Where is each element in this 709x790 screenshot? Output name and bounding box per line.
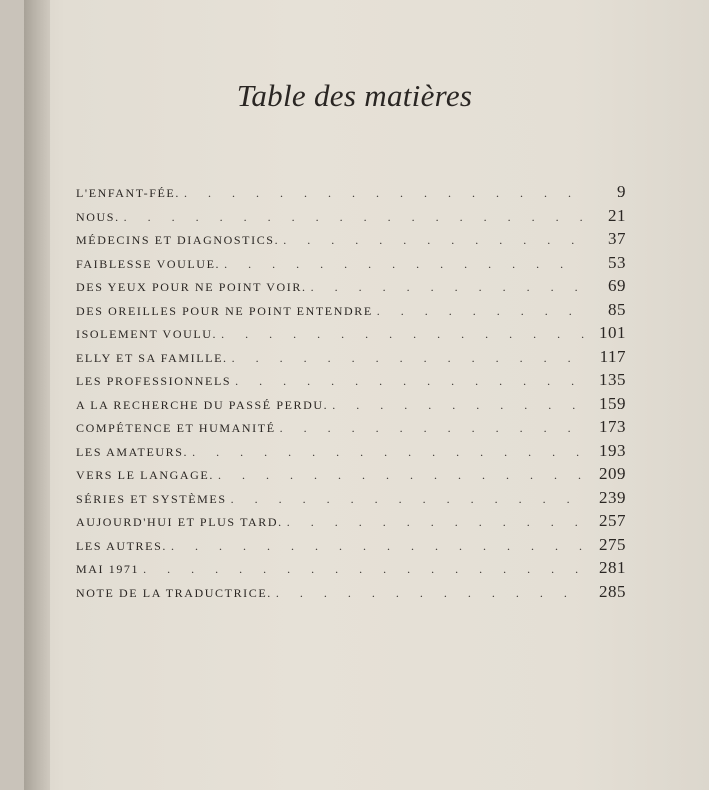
toc-entry-page: 69	[608, 276, 626, 295]
toc-entry-page: 135	[599, 370, 626, 389]
toc-entry	[76, 347, 626, 371]
toc-entry	[76, 582, 626, 606]
toc-entry-label: LES AUTRES.	[76, 538, 167, 553]
page-gutter	[24, 0, 50, 790]
toc-entry-page: 21	[608, 205, 626, 225]
toc-entry-label: L'ENFANT-FÉE.	[76, 186, 180, 200]
toc-entry-page: 239	[599, 487, 626, 507]
toc-entry	[76, 182, 626, 206]
toc-entry-page: 275	[599, 534, 626, 554]
toc-entry-label: NOUS.	[76, 209, 120, 224]
toc-entry-label: VERS LE LANGAGE.	[76, 468, 214, 482]
toc-entry-label: LES PROFESSIONNELS	[76, 374, 232, 388]
toc-entry-label: DES OREILLES POUR NE POINT ENTENDRE	[76, 303, 373, 318]
toc-entry	[76, 511, 626, 535]
toc-entry	[76, 488, 626, 512]
toc-entry-page: 117	[599, 346, 626, 366]
dot-leader	[143, 562, 584, 577]
toc-entry-label: A LA RECHERCHE DU PASSÉ PERDU.	[76, 397, 329, 412]
dot-leader	[124, 210, 584, 225]
toc-entry	[76, 300, 626, 324]
toc-entry-page: 37	[608, 229, 626, 248]
toc-entry	[76, 417, 626, 441]
toc-entry	[76, 323, 626, 347]
toc-entry-label: NOTE DE LA TRADUCTRICE.	[76, 585, 272, 600]
toc-entry-label: ISOLEMENT VOULU.	[76, 327, 218, 341]
dot-leader	[231, 492, 584, 507]
dot-leader	[377, 304, 584, 319]
toc-entry	[76, 394, 626, 418]
toc-entry	[76, 276, 626, 300]
toc-entry-page: 193	[599, 440, 626, 460]
dot-leader	[171, 539, 584, 554]
toc-entry-label: LES AMATEURS.	[76, 444, 189, 459]
table-of-contents	[76, 182, 626, 605]
toc-entry-label: ELLY ET SA FAMILLE.	[76, 350, 228, 365]
dot-leader	[232, 351, 584, 366]
toc-entry-page: 101	[599, 323, 626, 342]
dot-leader	[224, 257, 584, 272]
dot-leader	[218, 468, 584, 483]
toc-entry-page: 173	[599, 417, 626, 436]
toc-entry-label: MAI 1971	[76, 562, 140, 576]
toc-entry-label: FAIBLESSE VOULUE.	[76, 256, 221, 271]
toc-entry	[76, 558, 626, 582]
toc-entry-label: SÉRIES ET SYSTÈMES	[76, 491, 227, 506]
dot-leader	[287, 515, 584, 530]
toc-entry-label: COMPÉTENCE ET HUMANITÉ	[76, 421, 276, 435]
page-title: Table des matières	[236, 78, 473, 113]
toc-entry-label: MÉDECINS ET DIAGNOSTICS.	[76, 233, 280, 247]
toc-entry-label: AUJOURD'HUI ET PLUS TARD.	[76, 515, 283, 529]
toc-entry-page: 257	[599, 511, 626, 530]
toc-entry	[76, 370, 626, 394]
toc-entry-label: DES YEUX POUR NE POINT VOIR.	[76, 280, 307, 294]
toc-entry-page: 281	[599, 558, 626, 577]
dot-leader	[283, 233, 584, 248]
dot-leader	[311, 280, 584, 295]
toc-entry	[76, 229, 626, 253]
toc-entry	[76, 253, 626, 277]
toc-entry-page: 85	[608, 299, 626, 319]
dot-leader	[276, 586, 584, 601]
dot-leader	[280, 421, 584, 436]
dot-leader	[332, 398, 584, 413]
toc-entry-page: 159	[599, 393, 626, 413]
dot-leader	[235, 374, 584, 389]
toc-entry-page: 209	[599, 464, 626, 483]
toc-entry-page: 285	[599, 581, 626, 601]
toc-entry	[76, 535, 626, 559]
toc-entry-page: 9	[617, 182, 626, 201]
toc-entry	[76, 464, 626, 488]
toc-entry-page: 53	[608, 252, 626, 272]
dot-leader	[192, 445, 584, 460]
dot-leader	[184, 186, 584, 201]
dot-leader	[221, 327, 584, 342]
toc-entry	[76, 206, 626, 230]
toc-entry	[76, 441, 626, 465]
